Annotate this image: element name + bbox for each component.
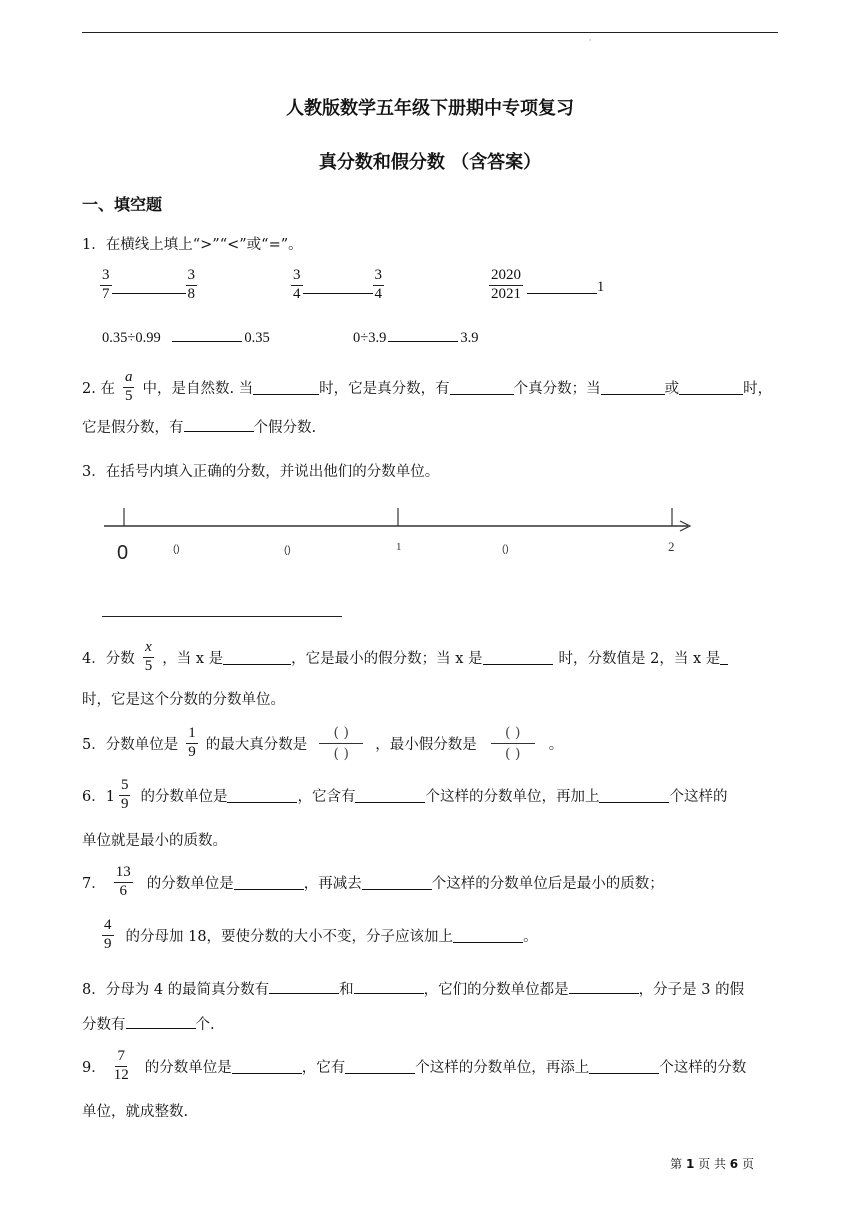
section-heading: 一、填空题: [82, 195, 163, 214]
answer-blank[interactable]: [269, 992, 339, 994]
q1-one: 1: [597, 278, 605, 295]
answer-blank[interactable]: [599, 801, 669, 803]
answer-blank[interactable]: [345, 1072, 415, 1074]
fraction: $\frac{a}{5}$: [124, 369, 133, 404]
answer-blank[interactable]: [589, 1072, 659, 1074]
tick-label-2: 2: [668, 539, 675, 554]
answer-blank[interactable]: [184, 430, 254, 432]
answer-blank[interactable]: [720, 663, 728, 665]
answer-blank[interactable]: [126, 1027, 196, 1029]
fraction: $\frac{2020}{2021}$: [491, 267, 521, 302]
answer-blank[interactable]: [355, 801, 425, 803]
q1-row1-item1: [100, 268, 197, 303]
number-line: [96, 500, 706, 580]
q9-line2: 单位，就成整数.: [82, 1104, 189, 1120]
answer-blank[interactable]: [354, 992, 424, 994]
fraction: $\frac{5}{9}$: [120, 777, 129, 812]
q2-line2: 它是假分数，有 个假分数.: [82, 420, 317, 436]
q1-row2-item1: 0.35÷0.99 0.35: [102, 330, 270, 346]
fraction: $\frac{3}{4}$: [293, 267, 301, 302]
fraction: $\frac{3}{4}$: [374, 267, 382, 302]
fraction: $\frac{3}{8}$: [187, 267, 195, 302]
answer-blank[interactable]: [569, 992, 639, 994]
fraction: $\frac{7}{12}$: [113, 1048, 129, 1083]
tick-label-1: 1: [396, 541, 402, 553]
answer-blank[interactable]: [234, 888, 304, 890]
answer-paren-1[interactable]: (): [173, 544, 180, 555]
answer-blank[interactable]: [450, 393, 514, 395]
page-title: 人教版数学五年级下册期中专项复习: [286, 98, 574, 119]
answer-blank[interactable]: [223, 663, 291, 665]
q4-line1: 4．分数 $\frac{x}{5}$ ，当 x 是 ，它是最小的假分数；当 x 是 时，分数值是 2，当 x 是: [82, 640, 782, 675]
answer-blank[interactable]: [679, 393, 743, 395]
answer-fraction-box-2[interactable]: ( ) ( ): [491, 726, 535, 761]
answer-blank[interactable]: [232, 1072, 302, 1074]
page-subtitle: 真分数和假分数 （含答案）: [318, 152, 542, 173]
answer-blank[interactable]: [483, 663, 553, 665]
fraction: $\frac{1}{9}$: [188, 725, 196, 760]
q3-text: 3．在括号内填入正确的分数，并说出他们的分数单位。: [82, 464, 440, 480]
answer-blank[interactable]: [453, 941, 523, 943]
q1-row2-item2: 0÷3.9 3.9: [353, 330, 479, 346]
answer-blank[interactable]: [112, 292, 186, 294]
q9-line1: 9． $\frac{7}{12}$ 的分数单位是 ，它有 个这样的分数单位，再添上 个这样的分数: [82, 1048, 747, 1083]
answer-fraction-box-1[interactable]: ( ) ( ): [319, 726, 363, 761]
answer-blank[interactable]: [253, 393, 319, 395]
q8-line1: 8．分母为 4 的最简真分数有 和 ，它们的分数单位都是 ，分子是 3 的假: [82, 982, 745, 998]
answer-blank[interactable]: [601, 393, 665, 395]
q8-line2: 分数有 个.: [82, 1017, 215, 1033]
q1-row1-item3: [489, 268, 604, 303]
answer-blank[interactable]: [388, 340, 458, 342]
header-rule: [82, 32, 778, 33]
header-dot: ·: [589, 36, 592, 45]
fraction: $\frac{x}{5}$: [144, 639, 153, 674]
q7-line2: $\frac{4}{9}$ 的分母加 18，要使分数的大小不变，分子应该加上 。: [104, 917, 538, 952]
q6-line1: 6．1 $\frac{5}{9}$ 的分数单位是 ，它含有 个这样的分数单位，再加上 个这样的: [82, 777, 728, 812]
tick-label-0: 0: [117, 542, 129, 564]
answer-blank[interactable]: [227, 801, 297, 803]
q2-line1: 2. 在 $\frac{a}{5}$ 中，是自然数. 当 时，它是真分数，有 个真分数；当 或 时，: [82, 369, 773, 404]
fraction: $\frac{3}{7}$: [102, 267, 110, 302]
fraction: $\frac{13}{6}$: [115, 864, 131, 899]
answer-paren-3[interactable]: (): [502, 544, 509, 555]
q6-line2: 单位就是最小的质数。: [82, 833, 227, 849]
q3-answer-line[interactable]: [102, 616, 342, 617]
answer-blank[interactable]: [362, 888, 432, 890]
answer-blank[interactable]: [172, 340, 242, 342]
answer-blank[interactable]: [303, 292, 373, 294]
q1-row1-item2: [291, 268, 384, 303]
answer-paren-2[interactable]: (): [284, 545, 291, 556]
q7-line1: 7． $\frac{13}{6}$ 的分数单位是 ，再减去 个这样的分数单位后是最小的质数；: [82, 864, 664, 899]
q5-line: 5．分数单位是 $\frac{1}{9}$ 的最大真分数是 ( ) ( ) ，最小假分数是 ( ) ( ) 。: [82, 725, 564, 762]
answer-blank[interactable]: [527, 292, 597, 294]
fraction: $\frac{4}{9}$: [104, 917, 112, 952]
q1-text: 1．在横线上填上“>”“<”或“=”。: [82, 237, 303, 253]
page-footer: 第 1 页 共 6 页: [670, 1157, 754, 1171]
q4-line2: 时，它是这个分数的分数单位。: [82, 692, 285, 708]
